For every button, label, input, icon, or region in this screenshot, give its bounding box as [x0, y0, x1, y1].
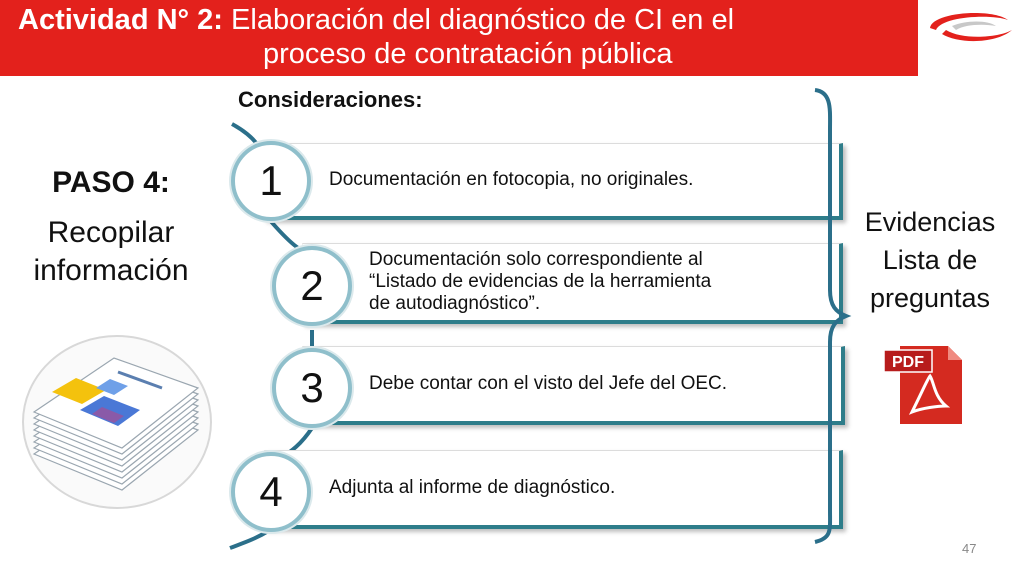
step-number-2: 2: [272, 246, 352, 326]
list-item-2-line-3: de autodiagnóstico”.: [369, 293, 541, 314]
slide-title-bold: Actividad N° 2:: [18, 4, 223, 36]
step-number-1: 1: [231, 141, 311, 221]
slide-title-rest: Elaboración del diagnóstico de CI en el: [231, 4, 735, 36]
list-item-3-text: Debe contar con el visto del Jefe del OEC.: [369, 373, 728, 394]
step-title: PASO 4:: [52, 166, 170, 199]
evidence-line-1: Evidencias: [864, 207, 996, 237]
page-number: 47: [962, 541, 977, 556]
list-item-2-line-1: Documentación solo correspondiente al: [369, 249, 703, 270]
list-item-2-line-2: “Listado de evidencias de la herramienta: [369, 271, 712, 292]
list-item-1-text: Documentación en fotocopia, no originales.: [329, 169, 694, 190]
evidence-label: [850, 203, 1010, 317]
list-item-4-text: Adjunta al informe de diagnóstico.: [329, 477, 616, 498]
considerations-label: Consideraciones:: [238, 87, 423, 112]
pdf-label: PDF: [892, 354, 924, 371]
pdf-file-icon: [882, 342, 968, 428]
step-number-4: 4: [231, 452, 311, 532]
slide-title-line-2: proceso de contratación pública: [263, 38, 673, 70]
step-subtitle-line-2: información: [33, 254, 189, 287]
step-number-3: 3: [272, 348, 352, 428]
step-subtitle-line-1: Recopilar: [47, 216, 175, 249]
evidence-line-3: preguntas: [869, 283, 991, 313]
evidence-line-2: Lista de: [882, 245, 978, 275]
